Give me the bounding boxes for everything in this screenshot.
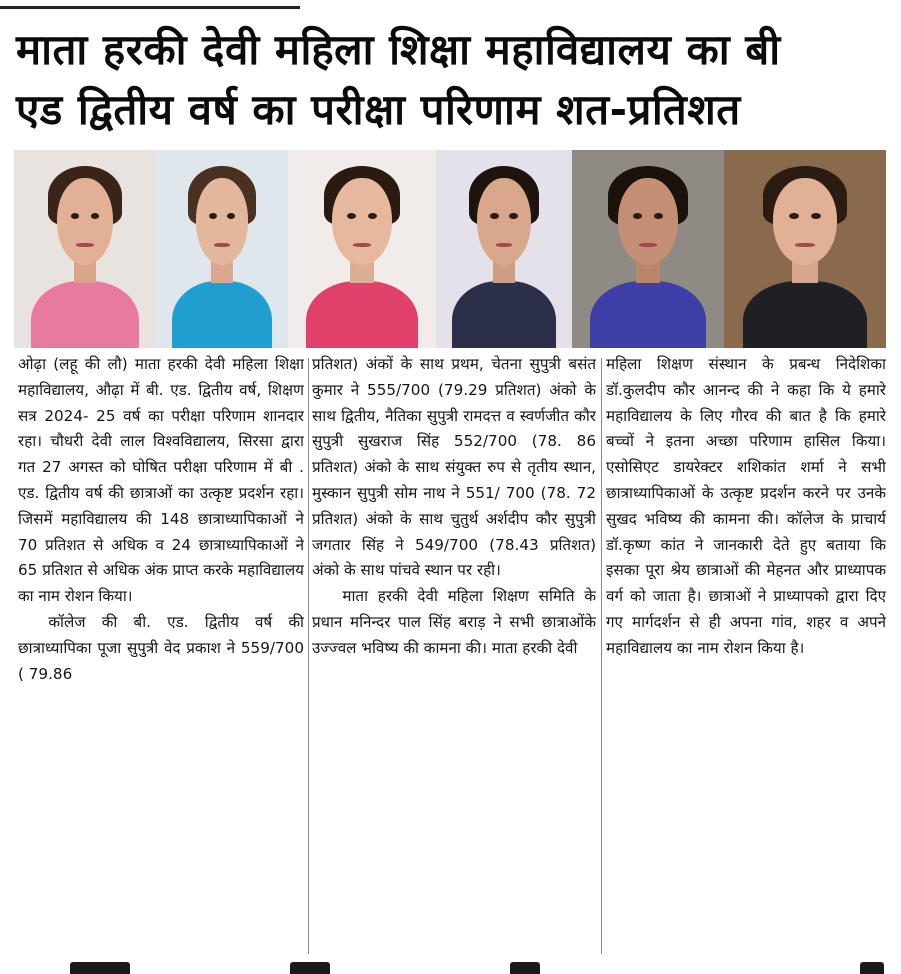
student-photo	[14, 150, 156, 348]
article-column-2	[312, 352, 596, 956]
paragraph: ओढ़ा (लहू की लौ) माता हरकी देवी महिला शिक्षा महाविद्यालय, औढ़ा में बी. एड. द्वितीय वर्ष, शिक्षण सत्र 2024- 25 वर्ष का परीक्षा परिणाम शानदार रहा। चौधरी देवी लाल विश्वविद्यालय, सिरसा द्वारा गत 27 अगस्त को घोषित परीक्षा परिणाम में बी . एड. द्वितीय वर्ष की छात्राओं का उत्कृष्ट प्रदर्शन रहा। जिसमें महाविद्यालय की 148 छात्राध्यापिकाओं ने 70 प्रतिशत से अधिक व 24 छात्राध्यापिकाओं ने 65 प्रतिशत से अधिक अंक प्राप्त करके महाविद्यालय का नाम रोशन किया।	[18, 355, 304, 606]
student-photo	[572, 150, 724, 348]
article-column-1	[18, 352, 304, 956]
student-photo	[288, 150, 436, 348]
paragraph: महिला शिक्षण संस्थान के प्रबन्ध निदेशिका डॉ.कुलदीप कौर आनन्द की ने कहा कि ये हमारे महाविद्यालय के लिए गौरव की बात है कि हमारे बच्चों ने इतना अच्छा परिणाम हासिल किया। एसोसिएट डायरेक्टर शशिकांत शर्मा ने सभी छात्राध्यापिकाओं के उत्कृष्ट प्रदर्शन करने पर उनके सुखद भविष्य की कामना की। कॉलेज के प्राचार्य डॉ.कृष्ण कांत ने जानकारी देते हुए बताया कि इसका पूरा श्रेय छात्राओं की मेहनत और प्राध्यापक वर्ग को जाता है। छात्राओं ने प्राध्यापको द्वारा दिए गए मार्गदर्शन से ही अपना गांव, शहर व अपने महाविद्यालय का नाम रोशन किया है।	[606, 355, 886, 657]
paragraph: कॉलेज की बी. एड. द्वितीय वर्ष की छात्राध्यापिका पूजा सुपुत्री वेद प्रकाश ने 559/700 ( 79.86	[18, 612, 304, 683]
next-article-edge	[0, 958, 901, 974]
headline	[16, 20, 888, 140]
paragraph: प्रतिशत) अंकों के साथ प्रथम, चेतना सुपुत्री बसंत कुमार ने 555/700 (79.29 प्रतिशत) अंको के साथ द्वितीय, नैतिका सुपुत्री रामदत्त व स्वर्णजीत कौर सुपुत्री सुखराज सिंह 552/700 (78. 86 प्रतिशत) अंको के साथ संयुक्त रुप से तृतीय स्थान, मुस्कान सुपुत्री सोम नाथ ने 551/ 700 (78. 72 प्रतिशत) अंको के साथ चुतुर्थ अर्शदीप कौर सुपुत्री जगतार सिंह ने 549/700 (78.43 प्रतिशत) अंको के साथ पांचवे स्थान पर रही।	[312, 355, 596, 580]
column-divider	[601, 358, 602, 954]
article-column-3	[606, 352, 886, 956]
student-photo	[156, 150, 288, 348]
paragraph: माता हरकी देवी महिला शिक्षण समिति के प्रधान मनिन्दर पाल सिंह बराड़ ने सभी छात्राओंके उज्ज्वल भविष्य की कामना की। माता हरकी देवी	[312, 587, 596, 657]
article-body	[12, 352, 892, 956]
top-rule	[0, 0, 300, 9]
headline-line-1: माता हरकी देवी महिला शिक्षा महाविद्यालय का बी	[16, 25, 781, 74]
student-photo	[724, 150, 886, 348]
headline-line-2: एड द्वितीय वर्ष का परीक्षा परिणाम शत-प्रतिशत	[16, 85, 741, 134]
student-photo	[436, 150, 572, 348]
student-photos	[14, 150, 886, 348]
column-divider	[308, 358, 309, 954]
